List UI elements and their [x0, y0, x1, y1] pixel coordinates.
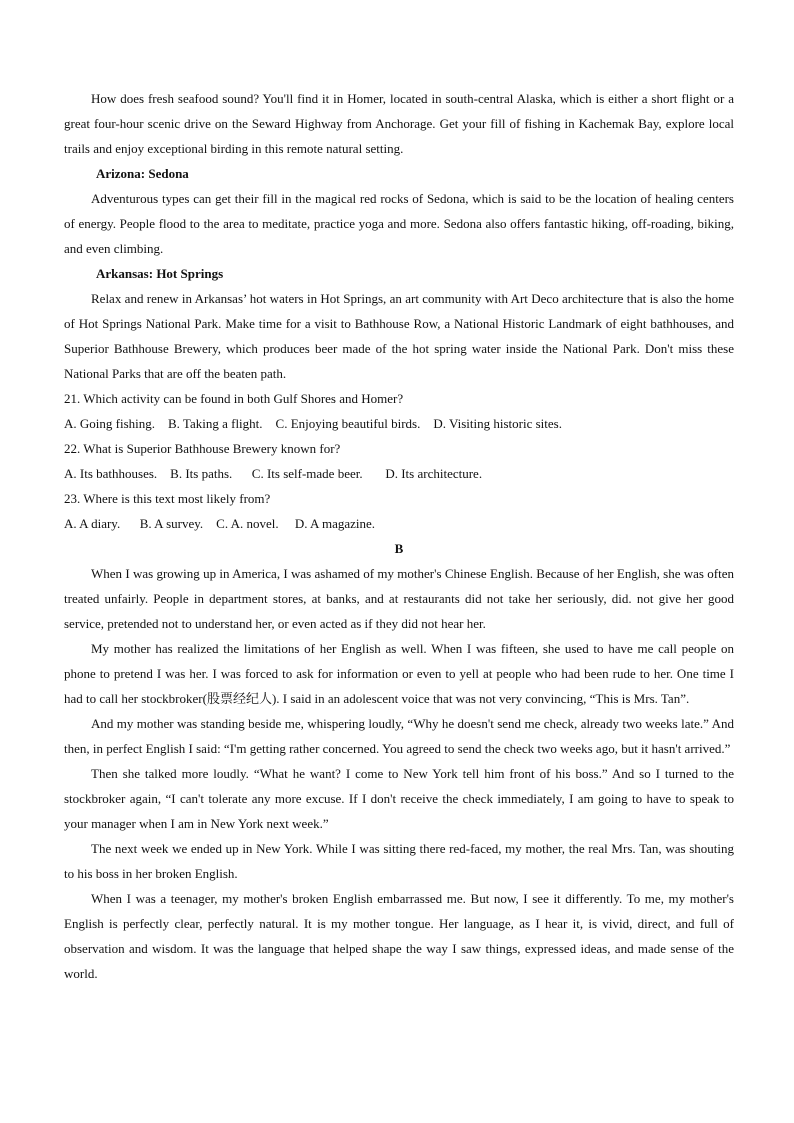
arizona-paragraph: Adventurous types can get their fill in the magical red rocks of Sedona, which is said to be the location of healing centers of energy. People flood to the area to meditate, practice yoga and more. Sedona also offers fantastic hiking, off-roading, biking, and even climbing.: [64, 191, 734, 256]
homer-paragraph: How does fresh seafood sound? You'll find it in Homer, located in south-central Alaska, which is either a short flight or a great four-hour scenic drive on the Seward Highway from Anchorage. Get your fill of fishing in Kachemak Bay, explore local trails and enjoy exceptional birding in this remote natural setting.: [64, 91, 734, 156]
arizona-heading: Arizona: Sedona: [96, 166, 189, 181]
question-21-stem: 21. Which activity can be found in both Gulf Shores and Homer?: [64, 391, 404, 406]
section-b-paragraph-4: Then she talked more loudly. “What he want? I come to New York tell him front of his boss.” And so I turned to the stockbroker again, “I can't tolerate any more excuse. If I don't receive the check immediately, I am going to have to speak to your manager when I am in New York next week.”: [64, 766, 734, 831]
section-b-paragraph-2: My mother has realized the limitations of her English as well. When I was fifteen, she used to have me call people on phone to pretend I was her. I was forced to ask for information or even to yell at people who had been rude to her. One time I had to call her stockbroker(股票经纪人). I said in an adolescent voice that was not very convincing, “This is Mrs. Tan”.: [64, 641, 734, 706]
document-page: [64, 86, 734, 986]
question-22-options: A. Its bathhouses. B. Its paths. C. Its self-made beer. D. Its architecture.: [64, 466, 483, 481]
question-21-options: A. Going fishing. B. Taking a flight. C. Enjoying beautiful birds. D. Visiting historic sites.: [64, 416, 562, 431]
arkansas-paragraph: Relax and renew in Arkansas’ hot waters in Hot Springs, an art community with Art Deco architecture that is also the home of Hot Springs National Park. Make time for a visit to Bathhouse Row, a National Historic Landmark of eight bathhouses, and Superior Bathhouse Brewery, which produces beer made of the hot spring water inside the National Park. Don't miss these National Parks that are off the beaten path.: [64, 291, 734, 381]
section-b-paragraph-5: The next week we ended up in New York. While I was sitting there red-faced, my mother, the real Mrs. Tan, was shouting to his boss in her broken English.: [64, 841, 734, 881]
arkansas-heading: Arkansas: Hot Springs: [96, 266, 224, 281]
section-b-paragraph-1: When I was growing up in America, I was ashamed of my mother's Chinese English. Because of her English, she was often treated unfairly. People in department stores, at banks, and at restaurants did not take her seriously, did. not give her good service, pretended not to understand her, or even acted as if they did not hear her.: [64, 566, 734, 631]
question-22-stem: 22. What is Superior Bathhouse Brewery known for?: [64, 441, 341, 456]
question-23-stem: 23. Where is this text most likely from?: [64, 491, 271, 506]
question-23-options: A. A diary. B. A survey. C. A. novel. D. A magazine.: [64, 516, 376, 531]
section-b-title: B: [394, 541, 404, 556]
section-b-paragraph-6: When I was a teenager, my mother's broken English embarrassed me. But now, I see it differently. To me, my mother's English is perfectly clear, perfectly natural. It is my mother tongue. Her language, as I hear it, is vivid, direct, and full of observation and wisdom. It was the language that helped shape the way I saw things, expressed ideas, and made sense of the world.: [64, 891, 734, 981]
section-b-paragraph-3: And my mother was standing beside me, whispering loudly, “Why he doesn't send me check, already two weeks late.” And then, in perfect English I said: “I'm getting rather concerned. You agreed to send the check two weeks ago, but it hasn't arrived.”: [64, 716, 734, 756]
